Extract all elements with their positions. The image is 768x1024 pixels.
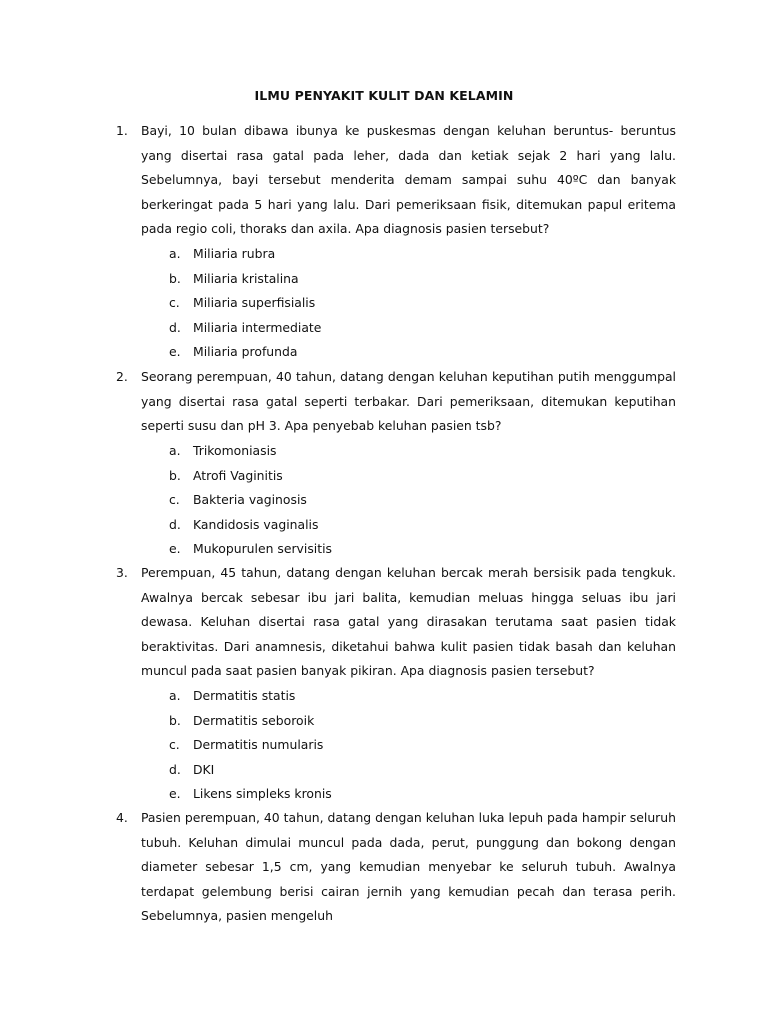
option-text: Miliaria profunda (193, 344, 298, 360)
option-letter: c. (169, 295, 180, 311)
option-letter: e. (169, 541, 181, 557)
document-title: ILMU PENYAKIT KULIT DAN KELAMIN (254, 88, 514, 103)
option-text: Kandidosis vaginalis (193, 516, 319, 532)
question-stem: Perempuan, 45 tahun, datang dengan keluhan bercak merah bersisik pada tengkuk. Awalnya bercak sebesar ibu jari balita, kemudian meluas hingga seluas ibu jari dewasa. Keluhan disertai rasa gatal yang dirasakan terutama saat pasien tidak beraktivitas. Dari anamnesis, diketahui bahwa kulit pasien tidak basah dan keluhan muncul pada saat pasien banyak pikiran. Apa diagnosis pasien tersebut? (141, 565, 676, 679)
option-text: Dermatitis statis (193, 688, 296, 703)
question-number: 3. (116, 565, 128, 580)
question-number: 1. (116, 123, 128, 138)
option-letter: e. (169, 786, 181, 802)
option-text: Likens simpleks kronis (193, 786, 332, 802)
question-stem: Bayi, 10 bulan dibawa ibunya ke puskesmas dengan keluhan beruntus- beruntus yang disertai rasa gatal pada leher, dada dan ketiak sejak 2 hari yang lalu. Sebelumnya, bayi tersebut menderita demam sampai suhu 40ºC dan banyak berkeringat pada 5 hari yang lalu. Dari pemeriksaan fisik, ditemukan papul eritema pada regio coli, thoraks dan axila. Apa diagnosis pasien tersebut? (141, 123, 676, 237)
option-text: Miliaria intermediate (193, 319, 322, 335)
option-text: Trikomoniasis (193, 443, 277, 458)
question-stem: Seorang perempuan, 40 tahun, datang dengan keluhan keputihan putih menggumpal yang disertai rasa gatal seperti terbakar. Dari pemeriksaan, ditemukan keputihan seperti susu dan pH 3. Apa penyebab keluhan pasien tsb? (141, 369, 676, 434)
option-text: Dermatitis numularis (193, 737, 324, 753)
option-text: Dermatitis seboroik (193, 712, 315, 728)
option-text: Miliaria rubra (193, 246, 276, 261)
question-stem: Pasien perempuan, 40 tahun, datang dengan keluhan luka lepuh pada hampir seluruh tubuh. Keluhan dimulai muncul pada dada, perut, punggung dan bokong dengan diameter sebesar 1,5 cm, yang kemudian menyebar ke seluruh tubuh. Awalnya terdapat gelembung berisi cairan jernih yang kemudian pecah dan terasa perih. Sebelumnya, pasien mengeluh (141, 810, 676, 924)
option-letter: b. (169, 467, 181, 483)
option-letter: c. (169, 737, 180, 753)
option-letter: e. (169, 344, 181, 360)
question-number: 2. (116, 369, 128, 384)
option-letter: b. (169, 270, 181, 286)
option-letter: d. (169, 761, 181, 777)
option-letter: a. (169, 246, 181, 261)
option-letter: d. (169, 319, 181, 335)
option-letter: d. (169, 516, 181, 532)
question-number: 4. (116, 810, 128, 825)
option-text: Bakteria vaginosis (193, 492, 307, 508)
option-text: DKI (193, 761, 215, 777)
option-letter: b. (169, 712, 181, 728)
option-text: Miliaria kristalina (193, 270, 299, 286)
option-text: Mukopurulen servisitis (193, 541, 332, 557)
option-letter: c. (169, 492, 180, 508)
option-letter: a. (169, 443, 181, 458)
option-text: Miliaria superfisialis (193, 295, 316, 311)
option-letter: a. (169, 688, 181, 703)
option-text: Atrofi Vaginitis (193, 467, 283, 483)
